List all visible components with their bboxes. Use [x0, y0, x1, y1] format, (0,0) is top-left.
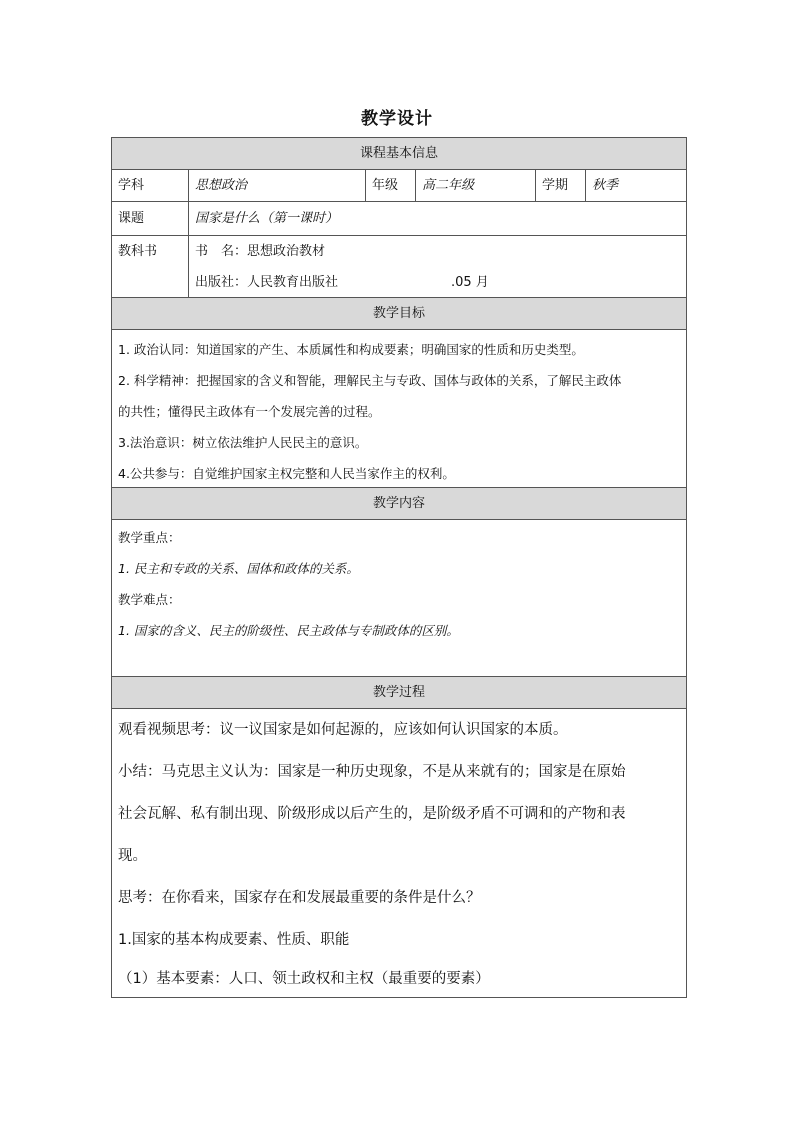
objective-line: 3.法治意识：树立依法维护人民民主的意识。 [118, 435, 368, 450]
process-line: 思考：在你看来，国家存在和发展最重要的条件是什么？ [118, 890, 481, 906]
textbook-date: .05 月 [451, 275, 489, 290]
objective-line: 1. 政治认同：知道国家的产生、本质属性和构成要素；明确国家的性质和历史类型。 [118, 342, 584, 357]
objective-line: 2. 科学精神：把握国家的含义和智能，理解民主与专政、国体与政体的关系，了解民主政体 [118, 373, 622, 388]
process-line: 现。 [118, 848, 147, 864]
process-line: 1.国家的基本构成要素、性质、职能 [118, 932, 350, 948]
lesson-label: 课题 [112, 202, 189, 235]
info-row-textbook [112, 236, 686, 298]
objective-line: 4.公共参与：自觉维护国家主权完整和人民当家作主的权利。 [118, 466, 455, 481]
textbook-name: 书 名：思想政治教材 [195, 244, 326, 259]
term-value: 秋季 [592, 178, 619, 193]
textbook-publisher: 出版社：人民教育出版社 [195, 275, 339, 290]
section-header-objectives: 教学目标 [112, 298, 686, 330]
textbook-details [189, 236, 686, 297]
info-row-subject [112, 170, 686, 202]
lesson-plan-table [111, 137, 687, 998]
process-line: 观看视频思考：议一议国家是如何起源的，应该如何认识国家的本质。 [118, 722, 568, 738]
section-header-basic-info: 课程基本信息 [112, 138, 686, 170]
objectives-body [112, 330, 686, 488]
section-header-content: 教学内容 [112, 488, 686, 520]
key-points-label: 教学重点： [118, 530, 181, 545]
process-body [112, 709, 686, 997]
content-body [112, 520, 686, 677]
grade-label: 年级 [366, 170, 416, 201]
grade-value: 高二年级 [416, 170, 536, 201]
subject-label: 学科 [112, 170, 189, 201]
process-line: 小结：马克思主义认为：国家是一种历史现象，不是从来就有的；国家是在原始 [118, 764, 626, 780]
objective-line: 的共性；懂得民主政体有一个发展完善的过程。 [118, 404, 381, 419]
info-row-lesson [112, 202, 686, 236]
document-title: 教学设计 [361, 109, 433, 129]
subject-value: 思想政治 [189, 170, 366, 201]
section-header-process: 教学过程 [112, 677, 686, 709]
term-label: 学期 [536, 170, 586, 201]
key-points-item: 1. 民主和专政的关系、国体和政体的关系。 [118, 561, 359, 576]
difficult-points-item: 1. 国家的含义、民主的阶级性、民主政体与专制政体的区别。 [118, 623, 459, 638]
textbook-label: 教科书 [112, 236, 189, 297]
difficult-points-label: 教学难点： [118, 592, 181, 607]
process-line: （1）基本要素：人口、领土政权和主权（最重要的要素） [118, 971, 490, 987]
process-line: 社会瓦解、私有制出现、阶级形成以后产生的，是阶级矛盾不可调和的产物和表 [118, 806, 626, 822]
lesson-value: 国家是什么（第一课时） [195, 211, 339, 226]
